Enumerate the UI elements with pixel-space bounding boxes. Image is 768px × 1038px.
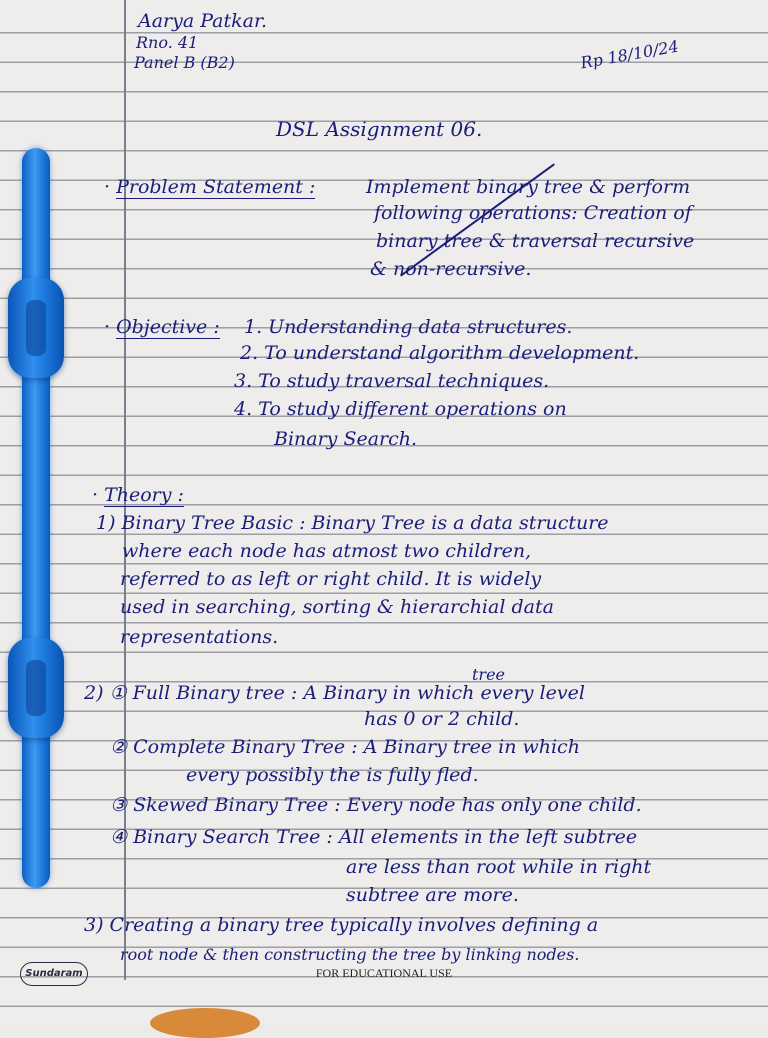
- objective-item-5: Binary Search.: [274, 428, 418, 450]
- panel-label: Panel B (B2): [134, 53, 235, 72]
- bst-line-3: subtree are more.: [346, 884, 519, 906]
- finger-edge: [150, 1008, 260, 1038]
- assignment-title: DSL Assignment 06.: [276, 117, 483, 141]
- theory-heading: · Theory :: [92, 484, 184, 506]
- full-tree-line-1: 2) ① Full Binary tree : A Binary in which every level: [84, 682, 585, 704]
- roll-number: Rno. 41: [136, 33, 199, 52]
- theory-p1-line-2: where each node has atmost two children,: [122, 540, 532, 562]
- skewed-tree-line: ③ Skewed Binary Tree : Every node has only one child.: [110, 794, 642, 816]
- teacher-signature: Rp 18/10/24: [579, 36, 681, 73]
- ruler-clip-top: [8, 278, 64, 378]
- creation-line-1: 3) Creating a binary tree typically involves defining a: [84, 914, 599, 936]
- blue-ruler: [8, 148, 64, 888]
- theory-p1-line-4: used in searching, sorting & hierarchial data: [120, 596, 554, 618]
- objective-item-1: 1. Understanding data structures.: [244, 316, 573, 338]
- ruler-bar: [22, 148, 50, 888]
- complete-tree-line-1: ② Complete Binary Tree : A Binary tree in which: [110, 736, 580, 758]
- theory-p1-line-3: referred to as left or right child. It is widely: [120, 568, 542, 590]
- theory-p1-line-1: 1) Binary Tree Basic : Binary Tree is a data structure: [96, 512, 609, 534]
- problem-line-2: following operations: Creation of: [374, 202, 692, 224]
- student-name: Aarya Patkar.: [138, 10, 268, 32]
- problem-label-text: Problem Statement :: [116, 176, 316, 198]
- problem-line-3: binary tree & traversal recursive: [376, 230, 695, 252]
- sundaram-logo: Sundaram: [20, 962, 88, 986]
- bst-line-1: ④ Binary Search Tree : All elements in the left subtree: [110, 826, 638, 848]
- creation-line-2: root node & then constructing the tree by linking nodes.: [120, 945, 580, 964]
- objective-item-3: 3. To study traversal techniques.: [234, 370, 550, 392]
- complete-tree-line-2: every possibly the is fully fled.: [186, 764, 479, 786]
- footer-notice: FOR EDUCATIONAL USE: [315, 966, 453, 980]
- full-tree-line-2: has 0 or 2 child.: [364, 708, 520, 730]
- theory-p1-line-5: representations.: [120, 626, 279, 648]
- objective-item-4: 4. To study different operations on: [234, 398, 567, 420]
- problem-line-4: & non-recursive.: [370, 258, 532, 280]
- ruler-slot-top: [26, 300, 46, 356]
- insert-tree: tree: [472, 665, 506, 684]
- ruler-slot-bottom: [26, 660, 46, 716]
- objective-item-2: 2. To understand algorithm development.: [240, 342, 640, 364]
- objective-label-text: Objective :: [116, 316, 220, 338]
- problem-line-1: Implement binary tree & perform: [366, 176, 691, 198]
- bst-line-2: are less than root while in right: [346, 856, 652, 878]
- theory-heading-text: Theory :: [104, 484, 184, 506]
- ruler-clip-bottom: [8, 638, 64, 738]
- objective-label: · Objective :: [104, 316, 220, 338]
- problem-label: · Problem Statement :: [104, 176, 316, 198]
